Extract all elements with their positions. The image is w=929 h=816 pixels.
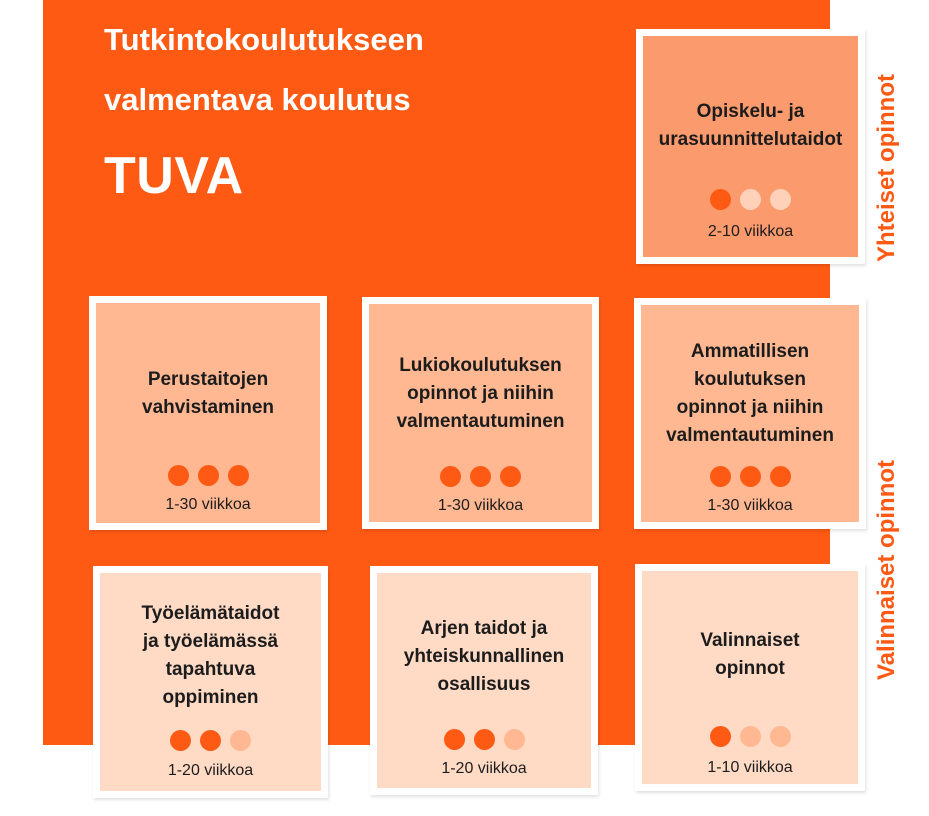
study-card-basic-skills [89, 296, 327, 530]
study-card-title: Opiskelu- ja urasuunnittelutaidot [658, 101, 843, 150]
study-card-duration: 1-20 viikkoa [167, 762, 254, 779]
workload-dots [641, 466, 859, 487]
workload-dot-filled [474, 729, 495, 750]
study-card-title: Lukiokoulutuksen opinnot ja niihin valmentautuminen [396, 355, 565, 432]
workload-dot-filled [710, 466, 731, 487]
workload-dot-filled [200, 730, 221, 751]
workload-dot-empty [770, 726, 791, 747]
workload-dot-filled [710, 726, 731, 747]
study-card-career-planning [636, 29, 865, 264]
workload-dot-filled [710, 189, 731, 210]
study-card-upper-secondary [362, 297, 599, 529]
study-card-working-life [93, 566, 328, 798]
workload-dot-empty [230, 730, 251, 751]
study-card-title: Työelämätaidot ja työelämässä tapahtuva oppiminen [141, 603, 280, 708]
workload-dots [100, 730, 321, 751]
workload-dot-filled [470, 466, 491, 487]
study-card-duration: 1-30 viikkoa [165, 496, 251, 513]
workload-dots [642, 726, 858, 747]
workload-dots [369, 466, 592, 487]
workload-dot-filled [500, 466, 521, 487]
study-card-duration: 1-30 viikkoa [437, 497, 524, 514]
study-card-title: Perustaitojen vahvistaminen [142, 369, 274, 418]
workload-dots [643, 189, 858, 210]
workload-dot-filled [198, 465, 219, 486]
workload-dots [96, 465, 320, 486]
study-card-vocational [634, 298, 866, 529]
workload-dots [377, 729, 591, 750]
study-card-duration: 1-30 viikkoa [707, 497, 793, 514]
side-label-common-studies: Yhteiset opinnot [873, 74, 900, 262]
study-card-title: Arjen taidot ja yhteiskunnallinen osallisuus [403, 618, 565, 695]
workload-dot-empty [504, 729, 525, 750]
workload-dot-filled [170, 730, 191, 751]
workload-dot-filled [770, 466, 791, 487]
workload-dot-empty [740, 726, 761, 747]
study-card-elective [635, 564, 865, 791]
workload-dot-filled [444, 729, 465, 750]
study-card-title: Ammatillisen koulutuksen opinnot ja niihin valmentautuminen [666, 341, 834, 446]
study-card-duration: 1-10 viikkoa [707, 759, 793, 776]
program-acronym: TUVA [104, 147, 244, 205]
workload-dot-empty [770, 189, 791, 210]
workload-dot-filled [168, 465, 189, 486]
study-card-title: Valinnaiset opinnot [700, 630, 800, 679]
workload-dot-filled [228, 465, 249, 486]
workload-dot-empty [740, 189, 761, 210]
title-line-1: Tutkintokoulutukseen [104, 22, 424, 57]
workload-dot-filled [440, 466, 461, 487]
workload-dot-filled [740, 466, 761, 487]
study-card-everyday-skills [370, 566, 598, 795]
title-line-2: valmentava koulutus [104, 82, 411, 117]
study-card-duration: 2-10 viikkoa [707, 223, 794, 240]
side-label-elective-studies: Valinnaiset opinnot [873, 459, 900, 680]
study-card-duration: 1-20 viikkoa [441, 760, 527, 777]
